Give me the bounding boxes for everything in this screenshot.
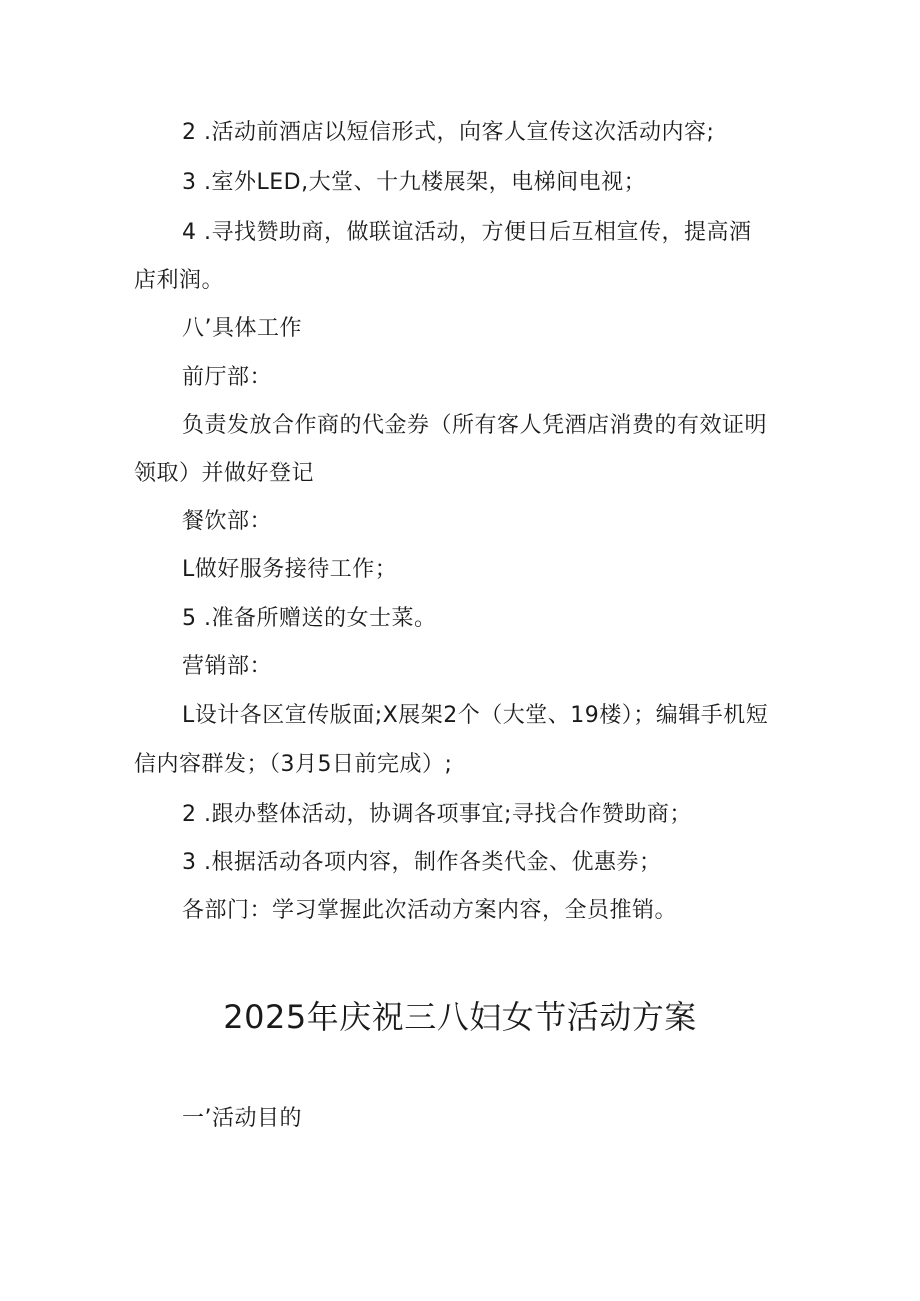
- front-desk-text-line1: 负责发放合作商的代金券（所有客人凭酒店消费的有效证明: [182, 413, 768, 438]
- section-1-heading: 一’活动目的: [182, 1106, 302, 1131]
- marketing-item-2: 2 .跟办整体活动，协调各项事宜;寻找合作赞助商；: [182, 802, 692, 827]
- marketing-item-1-line1: L设计各区宣传版面;X展架2个（大堂、19楼）；编辑手机短: [182, 703, 769, 728]
- item-3-led-display: 3 .室外LED,大堂、十九楼展架，电梯间电视；: [182, 170, 647, 195]
- marketing-label: 营销部：: [182, 654, 273, 679]
- item-2-sms-promotion: 2 .活动前酒店以短信形式，向客人宣传这次活动内容;: [182, 120, 715, 145]
- marketing-item-3: 3 .根据活动各项内容，制作各类代金、优惠券；: [182, 850, 662, 875]
- section-8-heading: 八’具体工作: [182, 316, 302, 341]
- marketing-item-1-line2: 信内容群发；（3月5日前完成）;: [134, 752, 453, 777]
- document-title: 2025年庆祝三八妇女节活动方案: [223, 998, 697, 1036]
- all-departments-text: 各部门：学习掌握此次活动方案内容，全员推销。: [182, 898, 678, 923]
- item-4-sponsors-line2: 店利润。: [134, 268, 225, 293]
- item-4-sponsors-line1: 4 .寻找赞助商，做联谊活动，方便日后互相宣传，提高酒: [182, 220, 752, 245]
- front-desk-label: 前厅部：: [182, 365, 273, 390]
- catering-item-1: L做好服务接待工作；: [182, 557, 398, 582]
- front-desk-text-line2: 领取）并做好登记: [134, 461, 315, 486]
- catering-item-2: 5 .准备所赠送的女士菜。: [182, 606, 437, 631]
- catering-label: 餐饮部：: [182, 509, 273, 534]
